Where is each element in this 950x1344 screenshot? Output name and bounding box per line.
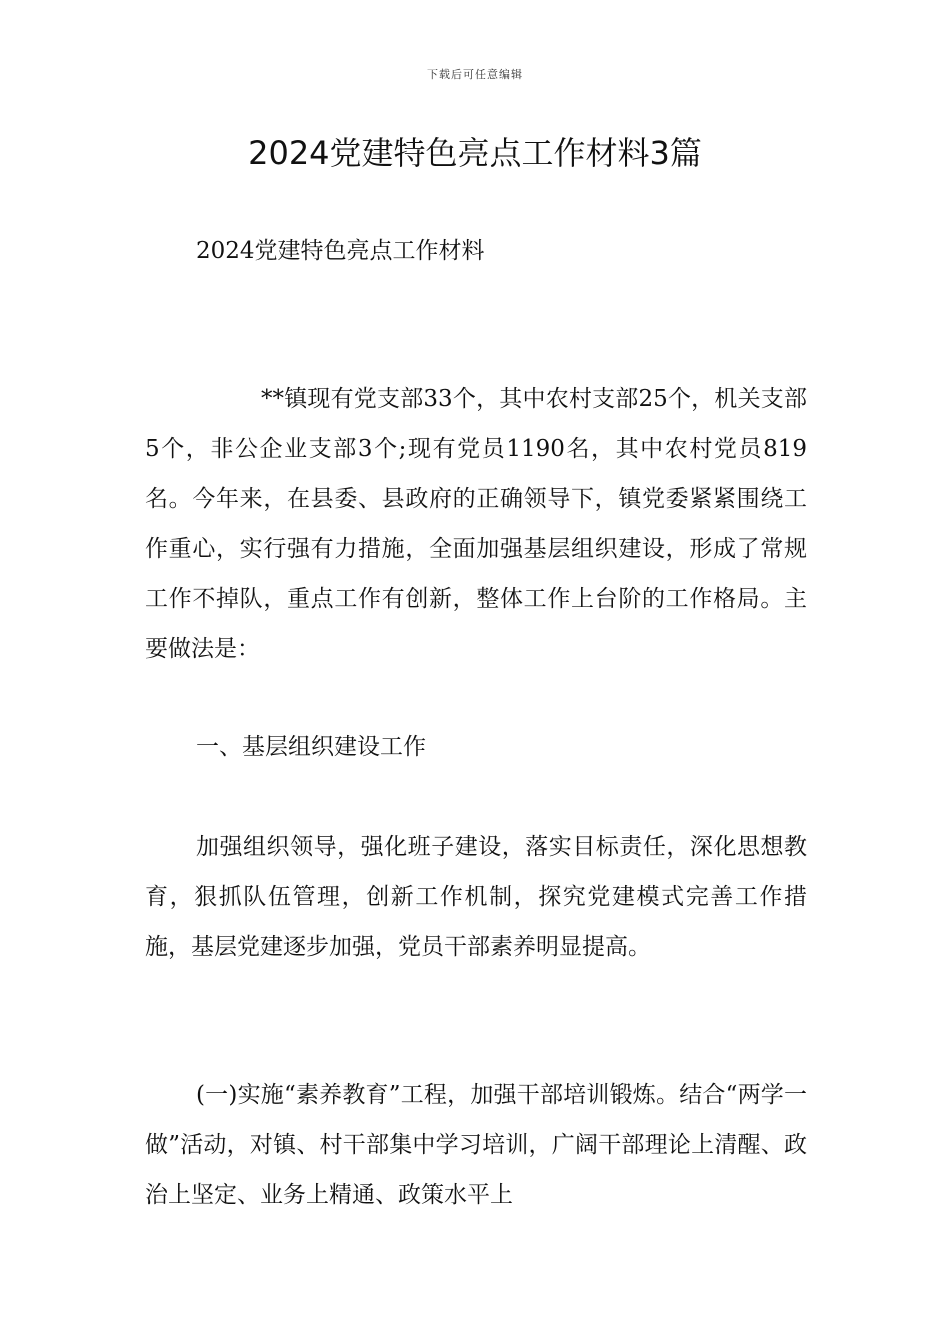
document-subtitle: 2024党建特色亮点工作材料 (196, 238, 485, 264)
paragraph-intro: **镇现有党支部33个，其中农村支部25个，机关支部5个，非公企业支部3个;现有党员1190名，其中农村党员819名。今年来，在县委、县政府的正确领导下，镇党委紧紧围绕工作重心，实行强有力措施，全面加强基层组织建设，形成了常规工作不掉队，重点工作有创新，整体工作上台阶的工作格局。主要做法是： (145, 386, 807, 662)
paragraph-section-summary: 加强组织领导，强化班子建设，落实目标责任，深化思想教育，狠抓队伍管理，创新工作机制，探究党建模式完善工作措施，基层党建逐步加强，党员干部素养明显提高。 (145, 834, 807, 960)
section-heading: 一、基层组织建设工作 (196, 734, 426, 760)
paragraph-subsection: (一)实施“素养教育”工程，加强干部培训锻炼。结合“两学一做”活动，对镇、村干部集中学习培训，广阔干部理论上清醒、政治上坚定、业务上精通、政策水平上 (145, 1082, 807, 1208)
header-note: 下载后可任意编辑 (427, 68, 523, 81)
document-title: 2024党建特色亮点工作材料3篇 (248, 134, 702, 172)
